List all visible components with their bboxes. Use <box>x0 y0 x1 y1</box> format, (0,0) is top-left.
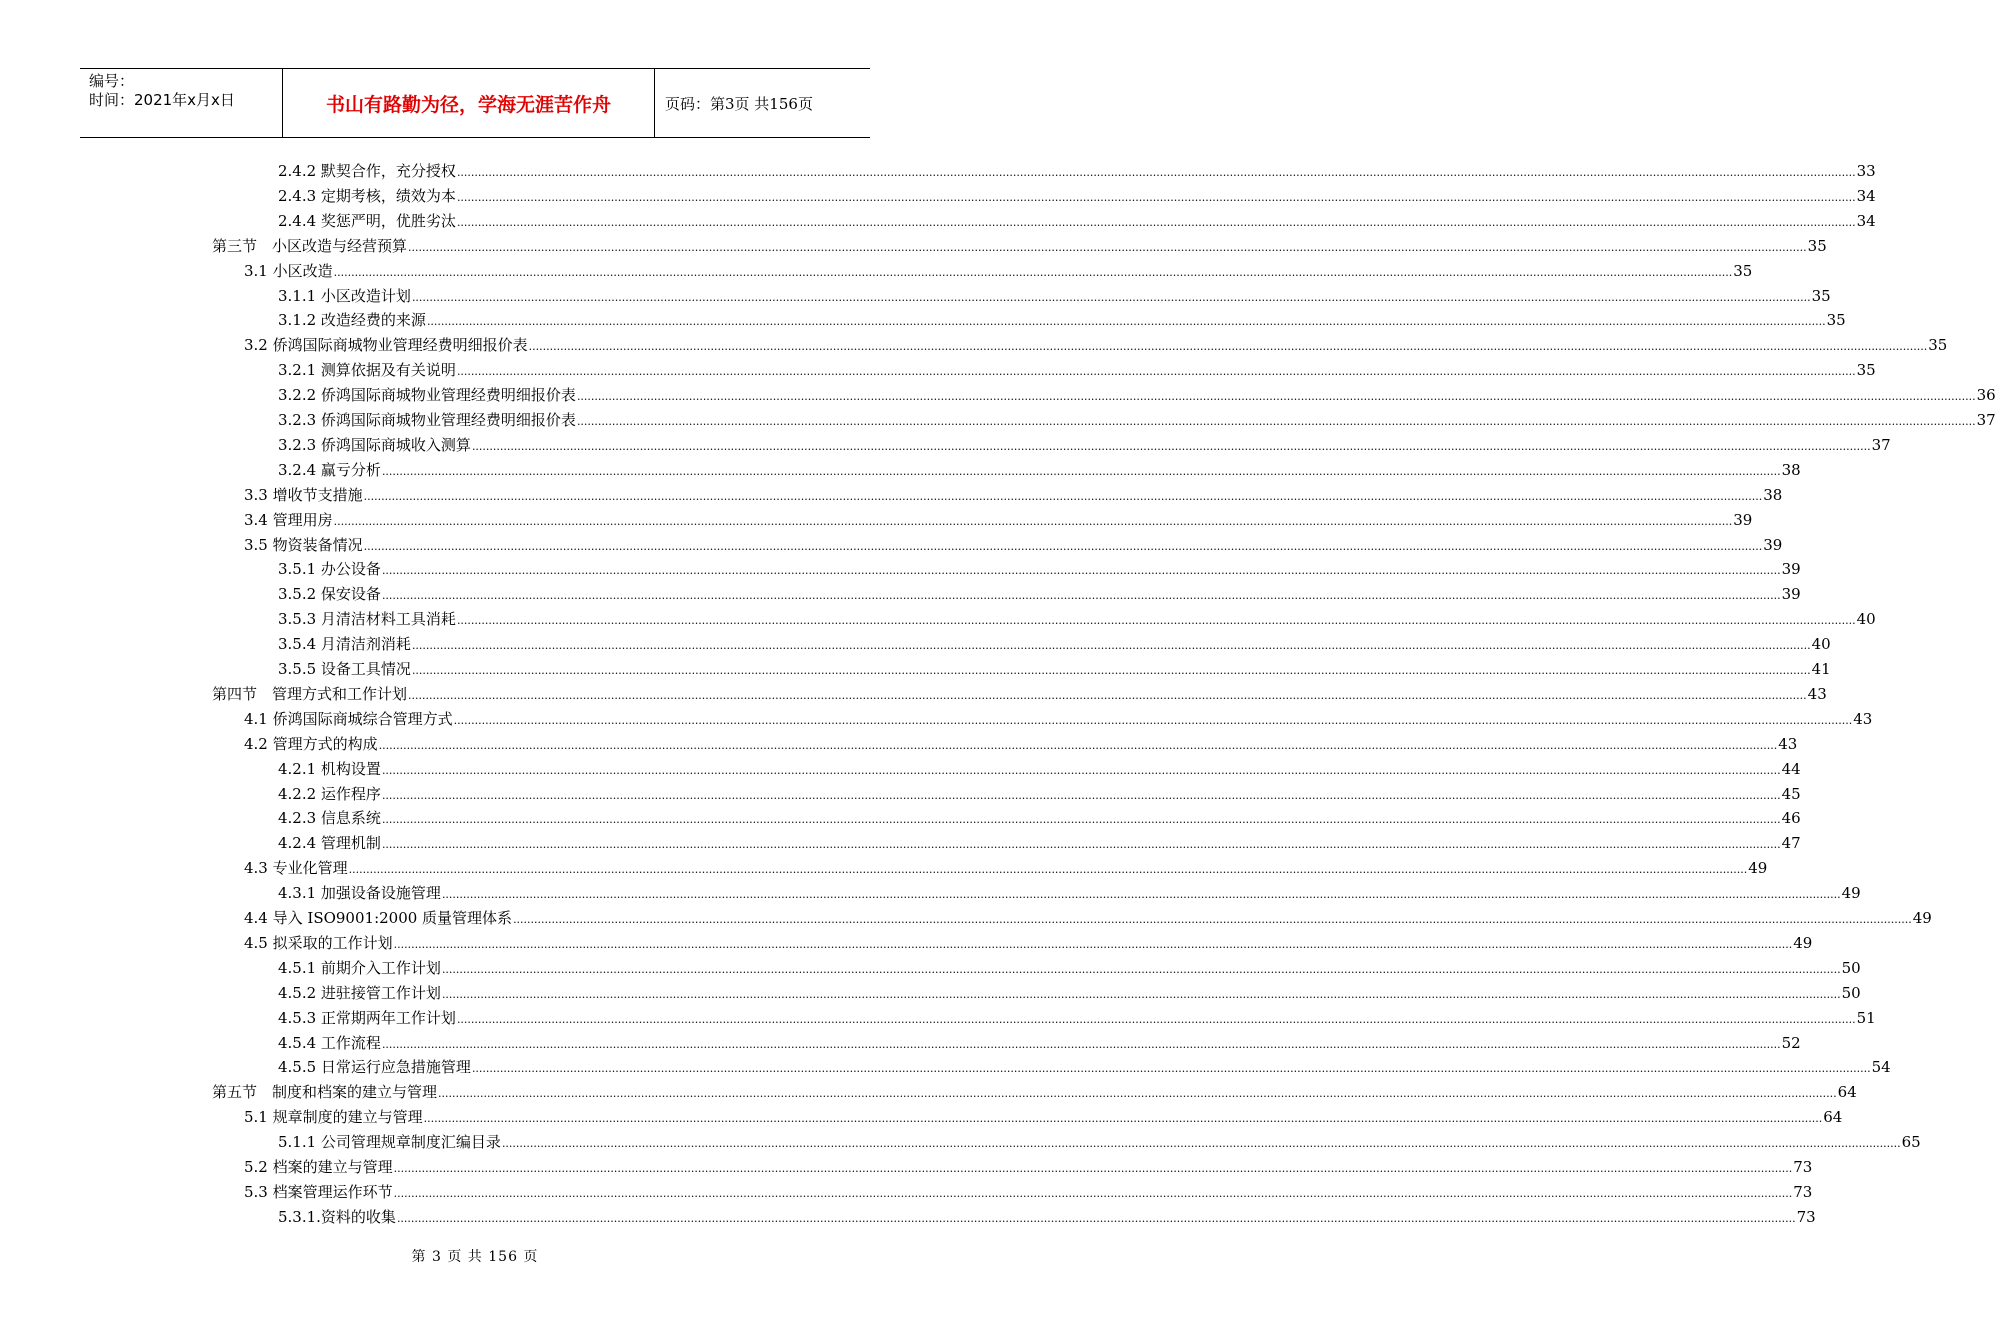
toc-entry-title: 4.5.1 前期介入工作计划 <box>278 959 441 977</box>
toc-entry[interactable] <box>278 956 1861 978</box>
toc-entry-title: 3.5.1 办公设备 <box>278 560 381 578</box>
toc-entry[interactable] <box>244 333 1948 355</box>
toc-entry-page: 50 <box>1841 959 1861 977</box>
toc-entry[interactable] <box>278 358 1876 380</box>
toc-entry[interactable] <box>278 657 1831 679</box>
toc-dot-leader: ................................................................................................................................................................................................................................................................................................................................................................................................................ <box>441 963 1841 976</box>
toc-entry-page: 35 <box>1811 287 1831 305</box>
toc-entry-title: 3.2.4 赢亏分析 <box>278 461 381 479</box>
toc-dot-leader: ................................................................................................................................................................................................................................................................................................................................................................................................................ <box>423 1112 1823 1125</box>
toc-entry[interactable] <box>212 1080 1857 1102</box>
toc-dot-leader: ................................................................................................................................................................................................................................................................................................................................................................................................................ <box>471 440 1871 453</box>
toc-entry[interactable] <box>278 632 1831 654</box>
toc-entry[interactable] <box>244 732 1798 754</box>
toc-entry-page: 73 <box>1793 1183 1813 1201</box>
toc-entry-title: 4.5.4 工作流程 <box>278 1034 381 1052</box>
toc-entry-page: 34 <box>1856 212 1876 230</box>
toc-dot-leader: ................................................................................................................................................................................................................................................................................................................................................................................................................ <box>411 639 1811 652</box>
toc-dot-leader: ................................................................................................................................................................................................................................................................................................................................................................................................................ <box>426 315 1826 328</box>
header-motto: 书山有路勤为径，学海无涯苦作舟 <box>325 93 611 116</box>
toc-dot-leader: ................................................................................................................................................................................................................................................................................................................................................................................................................ <box>381 465 1781 478</box>
toc-entry[interactable] <box>212 682 1827 704</box>
toc-entry-title: 5.2 档案的建立与管理 <box>244 1158 393 1176</box>
toc-entry-page: 40 <box>1811 635 1831 653</box>
toc-dot-leader: ................................................................................................................................................................................................................................................................................................................................................................................................................ <box>408 689 1807 702</box>
toc-entry[interactable] <box>212 234 1827 256</box>
toc-entry-page: 47 <box>1781 834 1801 852</box>
toc-dot-leader: ................................................................................................................................................................................................................................................................................................................................................................................................................ <box>456 365 1856 378</box>
toc-entry-title: 4.2.1 机构设置 <box>278 760 381 778</box>
toc-entry-page: 34 <box>1856 187 1876 205</box>
toc-entry-title: 3.5.5 设备工具情况 <box>278 660 411 678</box>
toc-entry-page: 35 <box>1856 361 1876 379</box>
toc-entry-page: 46 <box>1781 809 1801 827</box>
toc-entry-page: 52 <box>1781 1034 1801 1052</box>
toc-entry[interactable] <box>244 483 1783 505</box>
toc-entry[interactable] <box>278 981 1861 1003</box>
toc-entry-title: 4.2.2 运作程序 <box>278 785 381 803</box>
toc-dot-leader: ................................................................................................................................................................................................................................................................................................................................................................................................................ <box>363 540 1763 553</box>
toc-entry-title: 3.2.2 侨鸿国际商城物业管理经费明细报价表 <box>278 386 576 404</box>
toc-entry-title: 3.2 侨鸿国际商城物业管理经费明细报价表 <box>244 336 528 354</box>
toc-entry-title: 5.3 档案管理运作环节 <box>244 1183 393 1201</box>
toc-dot-leader: ................................................................................................................................................................................................................................................................................................................................................................................................................ <box>456 1013 1856 1026</box>
toc-entry[interactable] <box>278 1205 1816 1227</box>
serial-number-label: 编号： <box>89 72 135 90</box>
toc-entry[interactable] <box>244 1155 1813 1177</box>
toc-entry[interactable] <box>244 533 1783 555</box>
toc-dot-leader: ................................................................................................................................................................................................................................................................................................................................................................................................................ <box>381 789 1781 802</box>
toc-entry[interactable] <box>244 707 1873 729</box>
toc-entry-title: 3.2.3 侨鸿国际商城物业管理经费明细报价表 <box>278 411 576 429</box>
toc-dot-leader: ................................................................................................................................................................................................................................................................................................................................................................................................................ <box>363 490 1763 503</box>
toc-dot-leader: ................................................................................................................................................................................................................................................................................................................................................................................................................ <box>411 291 1811 304</box>
toc-dot-leader: ................................................................................................................................................................................................................................................................................................................................................................................................................ <box>453 714 1853 727</box>
toc-entry[interactable] <box>278 383 1996 405</box>
toc-entry[interactable] <box>278 831 1801 853</box>
toc-dot-leader: ................................................................................................................................................................................................................................................................................................................................................................................................................ <box>381 564 1781 577</box>
toc-entry-title: 3.4 管理用房 <box>244 511 333 529</box>
toc-entry[interactable] <box>278 308 1846 330</box>
toc-entry[interactable] <box>278 1031 1801 1053</box>
toc-entry[interactable] <box>278 1006 1876 1028</box>
toc-entry[interactable] <box>244 1105 1843 1127</box>
toc-dot-leader: ................................................................................................................................................................................................................................................................................................................................................................................................................ <box>393 1162 1793 1175</box>
toc-dot-leader: ................................................................................................................................................................................................................................................................................................................................................................................................................ <box>381 1038 1781 1051</box>
toc-entry[interactable] <box>278 408 1996 430</box>
toc-entry[interactable] <box>244 1180 1813 1202</box>
toc-entry-page: 50 <box>1841 984 1861 1002</box>
toc-dot-leader: ................................................................................................................................................................................................................................................................................................................................................................................................................ <box>348 863 1748 876</box>
toc-entry-title: 3.1.2 改造经费的来源 <box>278 311 426 329</box>
toc-entry-page: 40 <box>1856 610 1876 628</box>
toc-entry-title: 4.3 专业化管理 <box>244 859 348 877</box>
header-meta <box>80 69 282 137</box>
toc-entry-page: 44 <box>1781 760 1801 778</box>
toc-entry[interactable] <box>278 881 1861 903</box>
toc-entry[interactable] <box>278 1130 1921 1152</box>
toc-dot-leader: ................................................................................................................................................................................................................................................................................................................................................................................................................ <box>441 988 1841 1001</box>
toc-dot-leader: ................................................................................................................................................................................................................................................................................................................................................................................................................ <box>576 415 1976 428</box>
toc-dot-leader: ................................................................................................................................................................................................................................................................................................................................................................................................................ <box>528 340 1928 353</box>
toc-entry[interactable] <box>278 184 1876 206</box>
toc-entry[interactable] <box>244 508 1753 530</box>
toc-dot-leader: ................................................................................................................................................................................................................................................................................................................................................................................................................ <box>513 913 1912 926</box>
toc-entry[interactable] <box>278 582 1801 604</box>
toc-entry-title: 4.5.3 正常期两年工作计划 <box>278 1009 456 1027</box>
toc-entry-page: 43 <box>1807 685 1827 703</box>
toc-entry-page: 35 <box>1826 311 1846 329</box>
toc-dot-leader: ................................................................................................................................................................................................................................................................................................................................................................................................................ <box>456 614 1856 627</box>
toc-entry-title: 4.5.5 日常运行应急措施管理 <box>278 1058 471 1076</box>
toc-entry-page: 37 <box>1976 411 1996 429</box>
toc-entry-page: 49 <box>1748 859 1768 877</box>
toc-entry-page: 36 <box>1976 386 1996 404</box>
toc-entry[interactable] <box>278 557 1801 579</box>
toc-entry-title: 4.2 管理方式的构成 <box>244 735 378 753</box>
toc-entry[interactable] <box>278 806 1801 828</box>
toc-entry-page: 64 <box>1823 1108 1843 1126</box>
toc-dot-leader: ................................................................................................................................................................................................................................................................................................................................................................................................................ <box>381 838 1781 851</box>
toc-entry-page: 33 <box>1856 162 1876 180</box>
toc-dot-leader: ................................................................................................................................................................................................................................................................................................................................................................................................................ <box>333 266 1733 279</box>
toc-entry-title: 3.5 物资装备情况 <box>244 536 363 554</box>
toc-entry-title: 3.1 小区改造 <box>244 262 333 280</box>
toc-entry-page: 38 <box>1763 486 1783 504</box>
toc-entry-page: 35 <box>1733 262 1753 280</box>
toc-dot-leader: ................................................................................................................................................................................................................................................................................................................................................................................................................ <box>456 216 1856 229</box>
toc-entry-title: 3.2.1 测算依据及有关说明 <box>278 361 456 379</box>
toc-entry[interactable] <box>244 931 1813 953</box>
toc-entry-page: 51 <box>1856 1009 1876 1027</box>
toc-entry-page: 35 <box>1807 237 1827 255</box>
toc-dot-leader: ................................................................................................................................................................................................................................................................................................................................................................................................................ <box>381 589 1781 602</box>
toc-entry-page: 39 <box>1733 511 1753 529</box>
toc-entry[interactable] <box>244 259 1753 281</box>
toc-dot-leader: ................................................................................................................................................................................................................................................................................................................................................................................................................ <box>408 241 1807 254</box>
toc-dot-leader: ................................................................................................................................................................................................................................................................................................................................................................................................................ <box>381 764 1781 777</box>
toc-dot-leader: ................................................................................................................................................................................................................................................................................................................................................................................................................ <box>456 166 1856 179</box>
toc-entry[interactable] <box>278 159 1876 181</box>
toc-entry-page: 35 <box>1928 336 1948 354</box>
toc-entry[interactable] <box>278 1055 1891 1077</box>
toc-entry-title: 第五节 制度和档案的建立与管理 <box>212 1083 438 1101</box>
toc-entry-title: 5.3.1.资料的收集 <box>278 1208 396 1226</box>
toc-dot-leader: ................................................................................................................................................................................................................................................................................................................................................................................................................ <box>393 938 1793 951</box>
toc-dot-leader: ................................................................................................................................................................................................................................................................................................................................................................................................................ <box>576 390 1976 403</box>
toc-entry-title: 4.2.3 信息系统 <box>278 809 381 827</box>
toc-entry-title: 3.3 增收节支措施 <box>244 486 363 504</box>
toc-entry-title: 2.4.2 默契合作，充分授权 <box>278 162 456 180</box>
toc-entry-title: 2.4.3 定期考核，绩效为本 <box>278 187 456 205</box>
toc-entry-page: 43 <box>1778 735 1798 753</box>
toc-dot-leader: ................................................................................................................................................................................................................................................................................................................................................................................................................ <box>471 1062 1871 1075</box>
toc-entry-title: 4.1 侨鸿国际商城综合管理方式 <box>244 710 453 728</box>
toc-entry[interactable] <box>278 209 1876 231</box>
toc-entry-title: 5.1 规章制度的建立与管理 <box>244 1108 423 1126</box>
toc-entry-page: 73 <box>1793 1158 1813 1176</box>
toc-entry-title: 第四节 管理方式和工作计划 <box>212 685 408 703</box>
page-header <box>80 68 870 138</box>
toc-dot-leader: ................................................................................................................................................................................................................................................................................................................................................................................................................ <box>456 191 1856 204</box>
toc-entry-title: 5.1.1 公司管理规章制度汇编目录 <box>278 1133 501 1151</box>
toc-entry-page: 39 <box>1781 560 1801 578</box>
toc-entry-title: 4.5.2 进驻接管工作计划 <box>278 984 441 1002</box>
toc-dot-leader: ................................................................................................................................................................................................................................................................................................................................................................................................................ <box>411 664 1811 677</box>
toc-entry-page: 73 <box>1796 1208 1816 1226</box>
toc-entry-title: 3.5.2 保安设备 <box>278 585 381 603</box>
toc-dot-leader: ................................................................................................................................................................................................................................................................................................................................................................................................................ <box>333 515 1733 528</box>
toc-dot-leader: ................................................................................................................................................................................................................................................................................................................................................................................................................ <box>501 1137 1901 1150</box>
toc-entry-title: 3.5.4 月清洁剂消耗 <box>278 635 411 653</box>
toc-entry-page: 49 <box>1793 934 1813 952</box>
toc-entry-page: 49 <box>1912 909 1932 927</box>
toc-dot-leader: ................................................................................................................................................................................................................................................................................................................................................................................................................ <box>441 888 1841 901</box>
toc-entry[interactable] <box>278 782 1801 804</box>
page-footer: 第 3 页 共 156 页 <box>411 1249 539 1265</box>
toc-entry-title: 4.2.4 管理机制 <box>278 834 381 852</box>
toc-dot-leader: ................................................................................................................................................................................................................................................................................................................................................................................................................ <box>381 813 1781 826</box>
toc-entry[interactable] <box>278 607 1876 629</box>
toc-dot-leader: ................................................................................................................................................................................................................................................................................................................................................................................................................ <box>393 1187 1793 1200</box>
toc-entry-page: 37 <box>1871 436 1891 454</box>
toc-entry-page: 65 <box>1901 1133 1921 1151</box>
toc-entry[interactable] <box>244 906 1932 928</box>
toc-entry[interactable] <box>244 856 1768 878</box>
toc-entry-title: 3.5.3 月清洁材料工具消耗 <box>278 610 456 628</box>
toc-entry-title: 4.4 导入 ISO9001:2000 质量管理体系 <box>244 909 513 927</box>
toc-entry-title: 4.3.1 加强设备设施管理 <box>278 884 441 902</box>
toc-entry-page: 41 <box>1811 660 1831 678</box>
toc-entry-title: 3.2.3 侨鸿国际商城收入测算 <box>278 436 471 454</box>
toc-entry-page: 64 <box>1837 1083 1857 1101</box>
toc-entry[interactable] <box>278 284 1831 306</box>
toc-dot-leader: ................................................................................................................................................................................................................................................................................................................................................................................................................ <box>438 1087 1837 1100</box>
toc-entry-title: 2.4.4 奖惩严明，优胜劣汰 <box>278 212 456 230</box>
date-label: 时间：2021年x月x日 <box>89 91 235 109</box>
toc-dot-leader: ................................................................................................................................................................................................................................................................................................................................................................................................................ <box>378 739 1778 752</box>
toc-entry-title: 4.5 拟采取的工作计划 <box>244 934 393 952</box>
toc-entry-page: 45 <box>1781 785 1801 803</box>
toc-entry-page: 38 <box>1781 461 1801 479</box>
toc-entry[interactable] <box>278 458 1801 480</box>
toc-dot-leader: ................................................................................................................................................................................................................................................................................................................................................................................................................ <box>396 1212 1796 1225</box>
header-page-info: 页码：第3页 共156页 <box>665 94 813 113</box>
toc-entry-page: 39 <box>1781 585 1801 603</box>
toc-entry-page: 43 <box>1853 710 1873 728</box>
toc-entry-page: 39 <box>1763 536 1783 554</box>
toc-entry[interactable] <box>278 433 1891 455</box>
toc-entry-page: 49 <box>1841 884 1861 902</box>
toc-entry-page: 54 <box>1871 1058 1891 1076</box>
toc-entry-title: 3.1.1 小区改造计划 <box>278 287 411 305</box>
toc-entry[interactable] <box>278 757 1801 779</box>
toc-entry-title: 第三节 小区改造与经营预算 <box>212 237 408 255</box>
